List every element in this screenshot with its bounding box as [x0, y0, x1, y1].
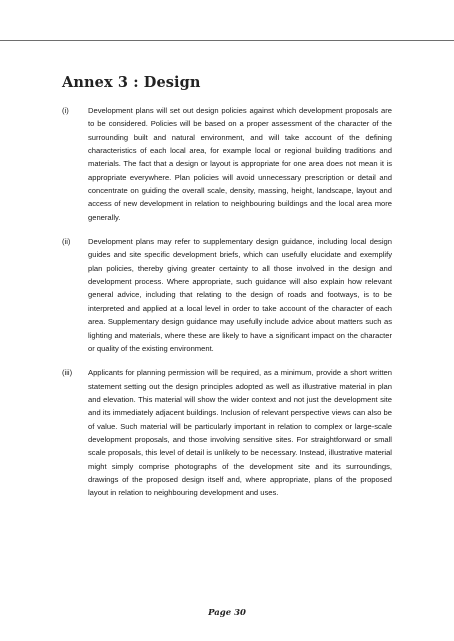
- list-item-iii: [62, 366, 392, 499]
- list-item-i: [62, 104, 392, 224]
- item-number: (ii): [62, 237, 71, 247]
- item-number: (iii): [62, 368, 73, 378]
- item-number: (i): [62, 106, 69, 115]
- page-title: Annex 3 : Design: [62, 74, 201, 91]
- item-paragraph: Development plans may refer to supplementary design guidance, including local design guides and site specific development briefs, which can usefully elucidate and exemplify plan policies, thereby giving greater certainty to all those involved in the design and development process. Where appropriate, such guidance will also explain how relevant general advice, including that relating to the design of roads and footways, is to be interpreted and applied at a local level in order to take account of the character of each area. Supplementary design guidance may usefully include advice about matters such as lighting and materials, where these are likely to have a significant impact on the character or quality of the existing environment.: [88, 237, 392, 353]
- document-body: [62, 74, 392, 511]
- page-number: Page 30: [208, 608, 246, 618]
- list-item-ii: [62, 235, 392, 355]
- item-paragraph: Development plans will set out design policies against which development proposals are to be considered. Policies will be based on a proper assessment of the character of the surrounding built and natural environment, and will take account of the defining characteristics of each local area, for example local or regional building traditions and materials. The fact that a design or layout is appropriate for one area does not mean it is appropriate everywhere. Plan policies will avoid unnecessary prescription or detail and concentrate on guiding the overall scale, density, massing, height, landscape, layout and access of new development in relation to neighbouring buildings and the local area more generally.: [88, 106, 392, 222]
- item-paragraph: Applicants for planning permission will be required, as a minimum, provide a short written statement setting out the design principles adopted as well as illustrative material in plan and elevation. This material will show the wider context and not just the development site and its immediately adjacent buildings. Inclusion of relevant perspective views can also be of value. Such material will be particularly important in relation to complex or large-scale development proposals, and those involving sensitive sites. For straightforward or small scale proposals, this level of detail is unlikely to be necessary. Instead, illustrative material might simply comprise photographs of the development site and its surroundings, drawings of the proposed design itself and, where appropriate, plans of the proposed layout in relation to neighbouring development and uses.: [88, 368, 392, 498]
- header-rule: [0, 40, 454, 41]
